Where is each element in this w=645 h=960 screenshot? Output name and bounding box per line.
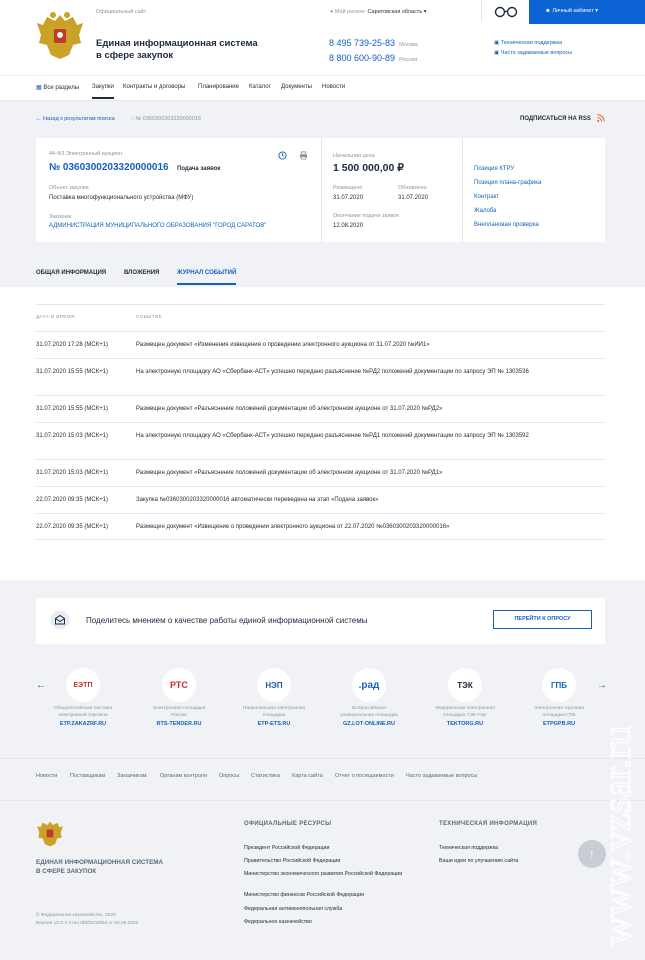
price-label: Начальная цена	[333, 153, 375, 159]
link-unscheduled-inspection[interactable]: Внеплановая проверка	[474, 222, 539, 228]
chevron-down-icon: ▾	[595, 8, 599, 14]
event-text: Размещен документ «Разъяснение положений документации об электронном аукционе от 31.07.2020 №РД2»	[136, 406, 443, 412]
partner-name: ETP-ETS.RU	[257, 721, 291, 727]
customer-link[interactable]: АДМИНИСТРАЦИЯ МУНИЦИПАЛЬНОГО ОБРАЗОВАНИЯ "ГОРОД САРАТОВ"	[49, 223, 267, 229]
table-row	[36, 358, 605, 395]
events-table	[36, 304, 605, 530]
nav-planning[interactable]: Планирование	[198, 84, 239, 90]
chat-icon: ▣	[494, 50, 500, 56]
price-value: 1 500 000,00 ₽	[333, 162, 404, 174]
breadcrumb-number: № 0360300203320000016	[135, 116, 201, 122]
monitor-icon: ▣	[494, 40, 500, 46]
event-text: Размещен документ «Разъяснение положений документации об электронном аукционе от 31.07.2020 №РД1»	[136, 470, 443, 476]
resource-link[interactable]: Федеральное казначейство	[244, 919, 312, 925]
posted-label: Размещено	[333, 185, 363, 191]
mail-icon	[50, 610, 70, 630]
footer-link-traffic[interactable]: Отчет о посещаемости	[335, 773, 394, 779]
version: Версия 10.2.4.3 rev 0bbf5215f6d от 06.08.2020	[36, 921, 139, 926]
clock-icon[interactable]	[278, 151, 287, 160]
site-title-line1: Единая информационная система	[96, 38, 258, 49]
rss-icon[interactable]	[597, 114, 605, 122]
location-icon: ●	[330, 9, 334, 15]
card-divider	[462, 138, 463, 242]
partner-logo-icon: ЕЭТП	[66, 668, 100, 702]
resource-link[interactable]: Министерство экономического развития Российской Федерации	[244, 871, 403, 877]
partner-desc: универсальная площадка	[340, 712, 398, 718]
event-text: На электронную площадку АО «Сбербанк-АСТ» успешно передано разъяснение №РД2 положений документации по запросу ЭП № 1303536	[136, 369, 529, 375]
event-text: На электронную площадку АО «Сбербанк-АСТ» успешно передано разъяснение №РД1 положений документации по запросу ЭП № 1303592	[136, 433, 529, 439]
partner-desc: Электронная торговая	[534, 706, 584, 711]
partner-logo-icon: ТЭК	[448, 668, 482, 702]
arrow-right-icon[interactable]: →	[597, 680, 607, 691]
object-value: Поставка многофункционального устройства (МФУ)	[49, 195, 194, 201]
partner-desc: Национальная электронная	[242, 706, 306, 711]
updated-date: 31.07.2020	[398, 195, 429, 201]
chevron-right-icon: ›	[132, 116, 134, 122]
partner-desc: площадка ГПБ	[542, 712, 576, 718]
copyright: © Федеральное казначейство, 2020	[36, 913, 116, 918]
region-selector[interactable]	[330, 9, 427, 15]
partner-name: ETPGPB.RU	[542, 721, 576, 727]
watermark	[590, 600, 642, 950]
faq-link[interactable]	[494, 50, 572, 56]
arrow-up-icon: ↑	[589, 847, 595, 861]
footer-link-polls[interactable]: Опросы	[219, 773, 240, 779]
partner-desc: электронной торговли	[58, 712, 108, 718]
partner-logo-icon: НЭП	[257, 668, 291, 702]
col-date-header: ДАТА И ВРЕМЯ	[36, 315, 75, 320]
coat-of-arms-logo	[36, 819, 64, 849]
menu-icon: ▦	[36, 85, 42, 91]
updated-label: Обновлено	[398, 185, 427, 191]
partner-name: GZ.LOT-ONLINE.RU	[343, 721, 395, 727]
partner-name: ETP.ZAKAZRF.RU	[59, 721, 107, 727]
event-date: 31.07.2020 17:28 (МСК+1)	[36, 342, 109, 348]
nav-purchases[interactable]: Закупки	[92, 84, 114, 99]
table-row	[36, 486, 605, 513]
event-date: 22.07.2020 09:35 (МСК+1)	[36, 497, 109, 503]
partner-desc: Электронная площадка	[152, 706, 206, 711]
divider	[0, 800, 645, 801]
purchase-card	[36, 138, 605, 242]
phone-label: Россия	[399, 57, 418, 63]
col-event-header: СОБЫТИЕ	[136, 315, 163, 320]
footer-site-title	[36, 858, 163, 876]
footer-link-sitemap[interactable]: Карта сайта	[292, 773, 323, 779]
arrow-left-icon: ←	[36, 116, 42, 122]
print-icon[interactable]	[299, 151, 308, 160]
partner-logo-icon: ГПБ	[542, 668, 576, 702]
link-ktru[interactable]: Позиция КТРУ	[474, 166, 515, 172]
customer-label: Заказчик	[49, 214, 72, 220]
partner-name: RTS-TENDER.RU	[156, 721, 202, 727]
deadline-date: 12.08.2020	[333, 223, 364, 229]
table-row	[36, 422, 605, 459]
partner-name: TEKTORG.RU	[446, 721, 484, 727]
footer-title-line1: ЕДИНАЯ ИНФОРМАЦИОННАЯ СИСТЕМА	[36, 859, 164, 866]
site-title[interactable]	[96, 38, 258, 62]
nav-news[interactable]: Новости	[322, 84, 346, 90]
rss-subscribe-link[interactable]: ПОДПИСАТЬСЯ НА RSS	[520, 116, 591, 122]
phone-number: 8 495 739-25-83	[329, 38, 396, 48]
phone-moscow[interactable]	[329, 38, 418, 48]
personal-cabinet-button[interactable]	[529, 0, 645, 24]
footer-link-statistics[interactable]: Статистика	[251, 773, 280, 779]
tech-support-link[interactable]	[494, 40, 562, 46]
region-value: Саратовская область	[367, 9, 423, 15]
table-row	[36, 331, 605, 358]
event-date: 31.07.2020 15:55 (МСК+1)	[36, 406, 109, 412]
watermark-text: www.vzsar.ru	[594, 725, 639, 945]
event-date: 31.07.2020 15:03 (МСК+1)	[36, 470, 109, 476]
resource-link[interactable]: Федеральная антимонопольная служба	[244, 906, 343, 912]
survey-text: Поделитесь мнением о качестве работы единой информационной системы	[86, 616, 368, 625]
nav-label: Все разделы	[43, 85, 80, 91]
partner-lot-online[interactable]	[324, 668, 414, 727]
table-row	[36, 513, 605, 540]
tab-event-log[interactable]: ЖУРНАЛ СОБЫТИЙ	[177, 270, 236, 285]
link-contract[interactable]: Контракт	[474, 194, 500, 200]
registry-number[interactable]: № 0360300203320000016	[49, 162, 169, 173]
partner-zakazrf[interactable]	[38, 668, 128, 727]
resource-link[interactable]: Правительство Российской Федерации	[244, 858, 341, 864]
tab-general-info[interactable]: ОБЩАЯ ИНФОРМАЦИЯ	[36, 270, 107, 276]
partner-desc: площадка	[262, 712, 286, 718]
arrow-left-icon[interactable]: ←	[36, 680, 46, 691]
footer-link-suppliers[interactable]: Поставщикам	[70, 773, 106, 779]
footer-link-faq[interactable]: Часто задаваемые вопросы	[406, 773, 478, 779]
header-divider	[481, 0, 482, 22]
back-to-results-link[interactable]	[36, 116, 115, 122]
phone-number: 8 800 600-90-89	[329, 53, 396, 63]
partner-desc: Общероссийская система	[54, 706, 112, 711]
survey-banner	[36, 598, 605, 644]
tech-link[interactable]: Техническая поддержка	[439, 845, 499, 851]
partner-desc: России	[171, 712, 187, 718]
partner-rts[interactable]	[134, 668, 224, 727]
posted-date: 31.07.2020	[333, 195, 364, 201]
event-text: Размещен документ «Изменения извещения о проведении электронного аукциона от 31.07.2020 №ИИ1»	[136, 342, 430, 348]
table-row	[36, 395, 605, 422]
link-complaint[interactable]: Жалоба	[474, 208, 497, 214]
coat-of-arms-logo[interactable]	[35, 11, 85, 63]
nav-documents[interactable]: Документы	[281, 84, 312, 90]
table-row	[36, 459, 605, 486]
breadcrumb-current	[132, 116, 201, 122]
footer-link-customers[interactable]: Заказчикам	[117, 773, 147, 779]
glasses-icon[interactable]	[494, 6, 518, 18]
partner-desc: Всероссийская	[352, 706, 386, 711]
chevron-down-icon: ▾	[423, 9, 427, 15]
back-label: Назад к результатам поиска	[43, 116, 115, 122]
tab-attachments[interactable]: ВЛОЖЕНИЯ	[124, 270, 160, 276]
partner-logo-icon: .рад	[352, 668, 386, 702]
site-header	[0, 0, 645, 75]
partner-tektorg[interactable]	[420, 668, 510, 727]
event-date: 31.07.2020 15:03 (МСК+1)	[36, 433, 109, 439]
official-site-label: Официальный сайт	[96, 9, 147, 15]
user-icon: ☻	[545, 8, 551, 14]
faq-label: Часто задаваемые вопросы	[500, 50, 573, 56]
tech-link[interactable]: Ваши идеи по улучшению сайта	[439, 858, 519, 864]
event-date: 31.07.2020 15:55 (МСК+1)	[36, 369, 109, 375]
resource-link[interactable]: Президент Российской Федерации	[244, 845, 330, 851]
region-label: Мой регион:	[334, 9, 366, 15]
law-type: 44-ФЗ Электронный аукцион	[49, 151, 123, 157]
event-text: Размещен документ «Извещение о проведении электронного аукциона от 22.07.2020 №0360300203320000016»	[136, 524, 450, 530]
stage-badge: Подача заявок	[177, 166, 221, 172]
event-text: Закупка №0360300203320000016 автоматически переведена на этап «Подача заявок»	[136, 497, 379, 503]
footer-copyright-block	[36, 912, 138, 928]
cabinet-label: Личный кабинет	[552, 8, 594, 14]
go-to-survey-button[interactable]: ПЕРЕЙТИ К ОПРОСУ	[493, 610, 592, 629]
official-resources-heading: ОФИЦИАЛЬНЫЕ РЕСУРСЫ	[244, 821, 332, 827]
nav-all-sections[interactable]	[36, 84, 79, 91]
partner-desc: площадка ТЭК-Торг	[442, 712, 488, 718]
site-title-line2: в сфере закупок	[96, 50, 174, 61]
footer-link-control[interactable]: Органам контроля	[160, 773, 207, 779]
phone-russia[interactable]	[329, 53, 417, 63]
partner-ets[interactable]	[229, 668, 319, 727]
partner-logo-icon: РТС	[162, 668, 196, 702]
partner-desc: Федеральная электронная	[435, 706, 495, 711]
object-label: Объект закупки	[49, 185, 89, 191]
tech-info-heading: ТЕХНИЧЕСКАЯ ИНФОРМАЦИЯ	[439, 821, 538, 827]
phone-label: Москва	[399, 42, 418, 48]
nav-contracts[interactable]: Контракты и договоры	[123, 84, 186, 90]
deadline-label: Окончание подачи заявок	[333, 213, 399, 219]
resource-link[interactable]: Министерство финансов Российской Федерации	[244, 892, 365, 898]
main-nav	[0, 75, 645, 101]
tech-support-label: Техническая поддержка	[500, 40, 563, 46]
footer-title-line2: В СФЕРЕ ЗАКУПОК	[36, 868, 97, 875]
divider	[0, 758, 645, 759]
nav-catalog[interactable]: Каталог	[249, 84, 271, 90]
card-divider	[321, 138, 322, 242]
footer-link-news[interactable]: Новости	[36, 773, 58, 779]
event-date: 22.07.2020 09:35 (МСК+1)	[36, 524, 109, 530]
link-plan-schedule[interactable]: Позиция плана-графика	[474, 180, 542, 186]
